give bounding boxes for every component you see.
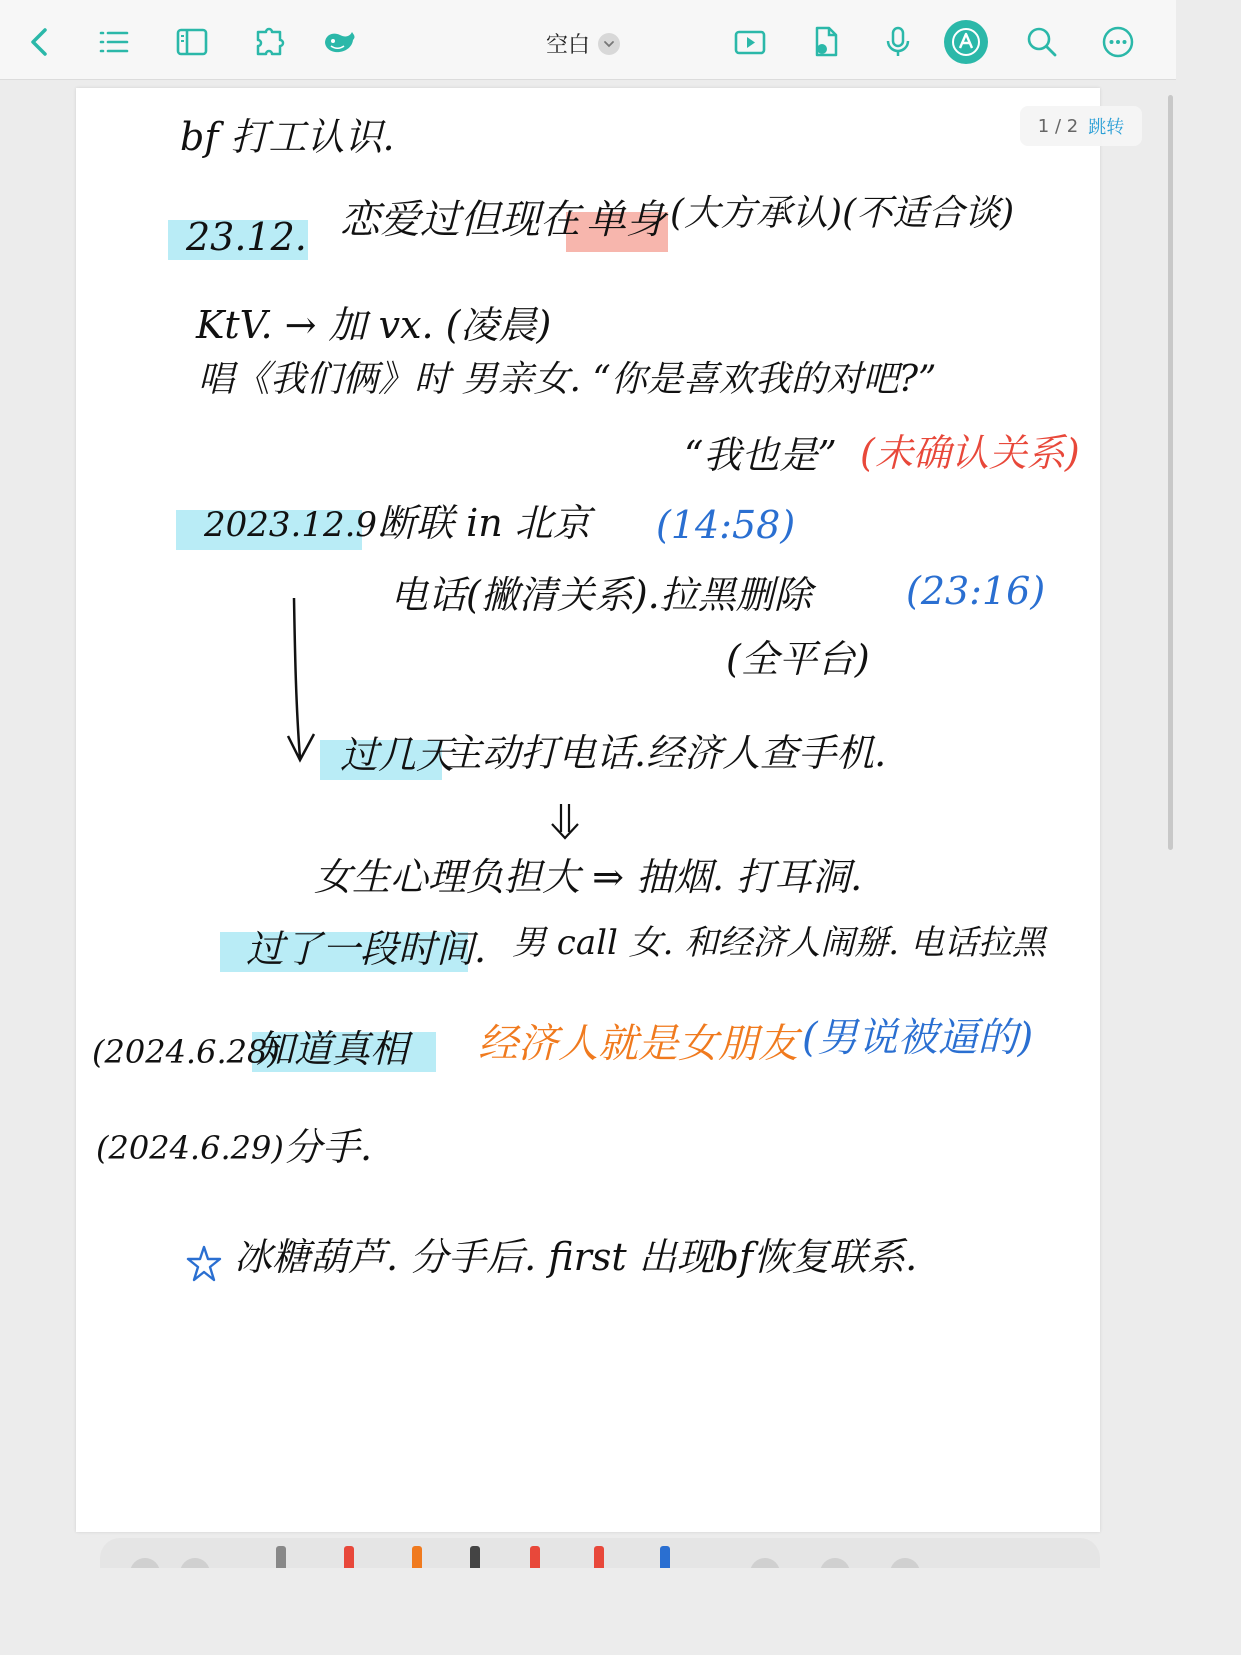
note-line-12-highlighted: 知道真相 [256, 1027, 409, 1071]
page-number: 1 / 2 [1037, 115, 1079, 137]
note-line-2a: 恋爱过但现在 [340, 197, 580, 243]
scrollbar[interactable] [1168, 95, 1173, 850]
note-date-2024-6-28: (2024.6.28) [92, 1033, 280, 1071]
note-line-8: (全平台) [726, 637, 870, 681]
document-title-dropdown[interactable] [546, 28, 620, 59]
chevron-down-icon [598, 33, 620, 55]
note-date-23-12: 23.12. [186, 215, 307, 259]
note-line-10: 女生心理负担大 ⇒ 抽烟. 打耳洞. [314, 855, 863, 899]
lasso-tool[interactable] [820, 1558, 850, 1568]
blue-pen-tool[interactable] [660, 1546, 670, 1568]
ai-assistant-button[interactable] [318, 20, 362, 64]
note-line-5b: (未确认关系) [860, 431, 1080, 475]
pen-toolbar [100, 1538, 1100, 1568]
note-line-2c: (大方承认)(不适合谈) [670, 193, 1015, 234]
note-date-2023-12-9: 2023.12.9. [204, 505, 388, 545]
voice-record-button[interactable] [876, 20, 920, 64]
note-line-7b: (23:16) [906, 569, 1046, 613]
sidebar-icon [174, 24, 210, 60]
eraser-tool[interactable] [750, 1558, 780, 1568]
presentation-button[interactable] [728, 20, 772, 64]
note-line-7a: 电话(撇清关系).拉黑删除 [390, 573, 812, 617]
star-icon [186, 1244, 222, 1284]
jump-button[interactable]: 跳转 [1088, 117, 1125, 138]
outline-button[interactable] [92, 20, 136, 64]
note-line-13: 分手. [284, 1125, 373, 1169]
note-line-1: bf 打工认识. [180, 115, 395, 159]
note-line-2b: 单身 [586, 197, 666, 243]
page-indicator [1020, 106, 1142, 146]
back-chevron-icon [22, 24, 58, 60]
note-line-6a: 断联 in 北京 [378, 501, 591, 545]
arrow-down-icon [286, 596, 316, 766]
note-line-12b: (男说被逼的) [802, 1015, 1034, 1061]
highlighter-tool[interactable] [594, 1546, 604, 1568]
search-icon [1024, 24, 1060, 60]
more-button[interactable] [1096, 20, 1140, 64]
tool-slot-1[interactable] [130, 1558, 160, 1568]
black-pen-tool[interactable] [470, 1546, 480, 1568]
list-icon [96, 24, 132, 60]
note-line-9-highlighted: 过几天 [340, 733, 455, 777]
shape-tool[interactable] [890, 1558, 920, 1568]
note-line-6b: (14:58) [656, 503, 796, 547]
search-button[interactable] [1020, 20, 1064, 64]
more-icon [1100, 24, 1136, 60]
double-arrow-down-icon [548, 802, 582, 842]
orange-pen-tool[interactable] [412, 1546, 422, 1568]
back-button[interactable] [18, 20, 62, 64]
document-title: 空白 [546, 33, 591, 58]
puzzle-icon [252, 24, 288, 60]
play-icon [732, 24, 768, 60]
note-line-9: 主动打电话.经济人查手机. [444, 731, 887, 775]
note-line-11-highlighted: 过了一段时间. [246, 927, 487, 971]
whale-icon [322, 24, 358, 60]
note-line-14: 冰糖葫芦. 分手后. first 出现bf恢复联系. [234, 1235, 918, 1279]
note-line-12a: 经济人就是女朋友 [478, 1021, 798, 1067]
note-date-2024-6-29: (2024.6.29) [96, 1129, 284, 1167]
top-toolbar [0, 0, 1176, 80]
plugin-button[interactable] [248, 20, 292, 64]
microphone-icon [880, 24, 916, 60]
tool-slot-2[interactable] [180, 1558, 210, 1568]
pen-icon [950, 26, 982, 58]
note-line-11: 男 call 女. 和经济人闹掰. 电话拉黑 [512, 923, 1046, 963]
document-button[interactable] [804, 20, 848, 64]
note-line-3: KtV. → 加 vx. (凌晨) [196, 303, 552, 347]
sidebar-button[interactable] [170, 20, 214, 64]
document-icon [808, 24, 844, 60]
note-line-5a: “我也是” [684, 433, 837, 477]
red-pen-tool[interactable] [344, 1546, 354, 1568]
pencil-tool[interactable] [276, 1546, 286, 1568]
note-line-4: 唱《我们俩》时 男亲女. “你是喜欢我的对吧?” [198, 359, 937, 400]
pen-tool-button[interactable] [944, 20, 988, 64]
red-marker-tool[interactable] [530, 1546, 540, 1568]
